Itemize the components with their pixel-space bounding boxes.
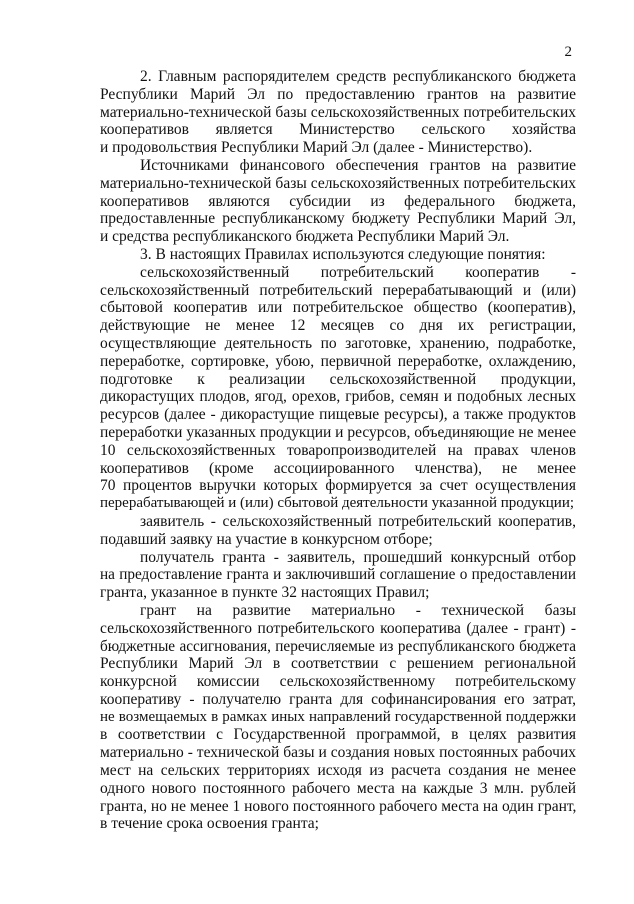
text-line: 10 сельскохозяйственных товаропроизводителей на правах членов (100, 441, 576, 459)
text-line: Источниками финансового обеспечения грантов на развитие (140, 156, 576, 174)
text-line: переработки указанных продукции и ресурсов, объединяющие не менее (100, 423, 577, 441)
text-line: подавший заявку на участие в конкурсном отборе; (100, 530, 433, 548)
text-line: не возмещаемых в рамках иных направлений государственной поддержки (100, 708, 576, 725)
text-line: гранта, но не менее 1 нового постоянного рабочего места на один грант, (100, 797, 577, 815)
text-line: Республики Марий Эл в соответствии с решением региональной (100, 655, 576, 673)
text-line: 2. Главным распорядителем средств республиканского бюджета (140, 68, 576, 85)
document-body (100, 68, 576, 833)
text-line: кооперативу - получателю гранта для софинансирования его затрат, (100, 690, 576, 708)
text-lines (100, 68, 576, 833)
text-line: материально-технической базы сельскохозяйственных потребительских (100, 174, 576, 192)
text-line: дикорастущих плодов, ягод, орехов, грибов, семян и подобных лесных (100, 388, 576, 406)
text-line: одного нового постоянного рабочего места на каждые 3 млн. рублей (100, 779, 576, 797)
text-line: заявитель - сельскохозяйственный потребительский кооператив, (140, 512, 576, 530)
text-line: перерабатывающей и (или) сбытовой деятельности указанной продукции; (100, 495, 575, 512)
text-line: Республики Марий Эл по предоставлению грантов на развитие (100, 85, 576, 103)
text-line: и средства республиканского бюджета Республики Марий Эл. (100, 228, 510, 246)
text-line: сельскохозяйственный потребительский кооператив - (140, 263, 576, 281)
text-line: в соответствии с Государственной программой, в целях развития (100, 726, 576, 744)
text-line: переработке, сортировке, убою, первичной переработке, охлаждению, (100, 352, 576, 370)
text-line: 70 процентов выручки которых формируется за счет осуществления (100, 477, 576, 495)
text-line: сбытовой кооператив или потребительское общество (кооператив), (100, 299, 576, 317)
text-line: в течение срока освоения гранта; (100, 815, 319, 833)
text-line: конкурсной комиссии сельскохозяйственному потребительскому (100, 673, 576, 691)
text-line: кооперативов (кроме ассоциированного членства), не менее (100, 459, 576, 477)
text-line: грант на развитие материально - технической базы (140, 601, 576, 619)
text-line: действующие не менее 12 месяцев со дня их регистрации, (100, 317, 576, 335)
text-line: сельскохозяйственный потребительский перерабатывающий и (или) (100, 281, 576, 299)
text-line: 3. В настоящих Правилах используются следующие понятия: (140, 245, 546, 263)
text-line: подготовке к реализации сельскохозяйственной продукции, (100, 370, 576, 388)
text-line: мест на сельских территориях исходя из расчета создания не менее (100, 762, 576, 780)
text-line: бюджетные ассигнования, перечисляемые из республиканского бюджета (100, 637, 576, 655)
text-line: кооперативов является Министерство сельского хозяйства (100, 121, 576, 139)
text-line: кооперативов являются субсидии из федерального бюджета, (100, 192, 576, 210)
page-number: 2 (564, 44, 572, 60)
text-line: гранта, указанное в пункте 32 настоящих Правил; (100, 584, 430, 602)
text-line: предоставленные республиканскому бюджету Республики Марий Эл, (100, 210, 576, 228)
text-line: сельскохозяйственного потребительского кооператива (далее - грант) - (100, 619, 576, 637)
text-line: ресурсов (далее - дикорастущие пищевые ресурсы), а также продуктов (100, 406, 576, 424)
text-line: на предоставление гранта и заключивший соглашение о предоставлении (100, 566, 576, 584)
text-line: и продовольствия Республики Марий Эл (далее - Министерство). (100, 139, 533, 157)
text-line: осуществляющие деятельность по заготовке, хранению, подработке, (100, 334, 576, 352)
text-line: материально - технической базы и создания новых постоянных рабочих (100, 744, 576, 762)
text-line: получатель гранта - заявитель, прошедший конкурсный отбор (140, 548, 576, 566)
text-line: материально-технической базы сельскохозяйственных потребительских (100, 103, 576, 121)
